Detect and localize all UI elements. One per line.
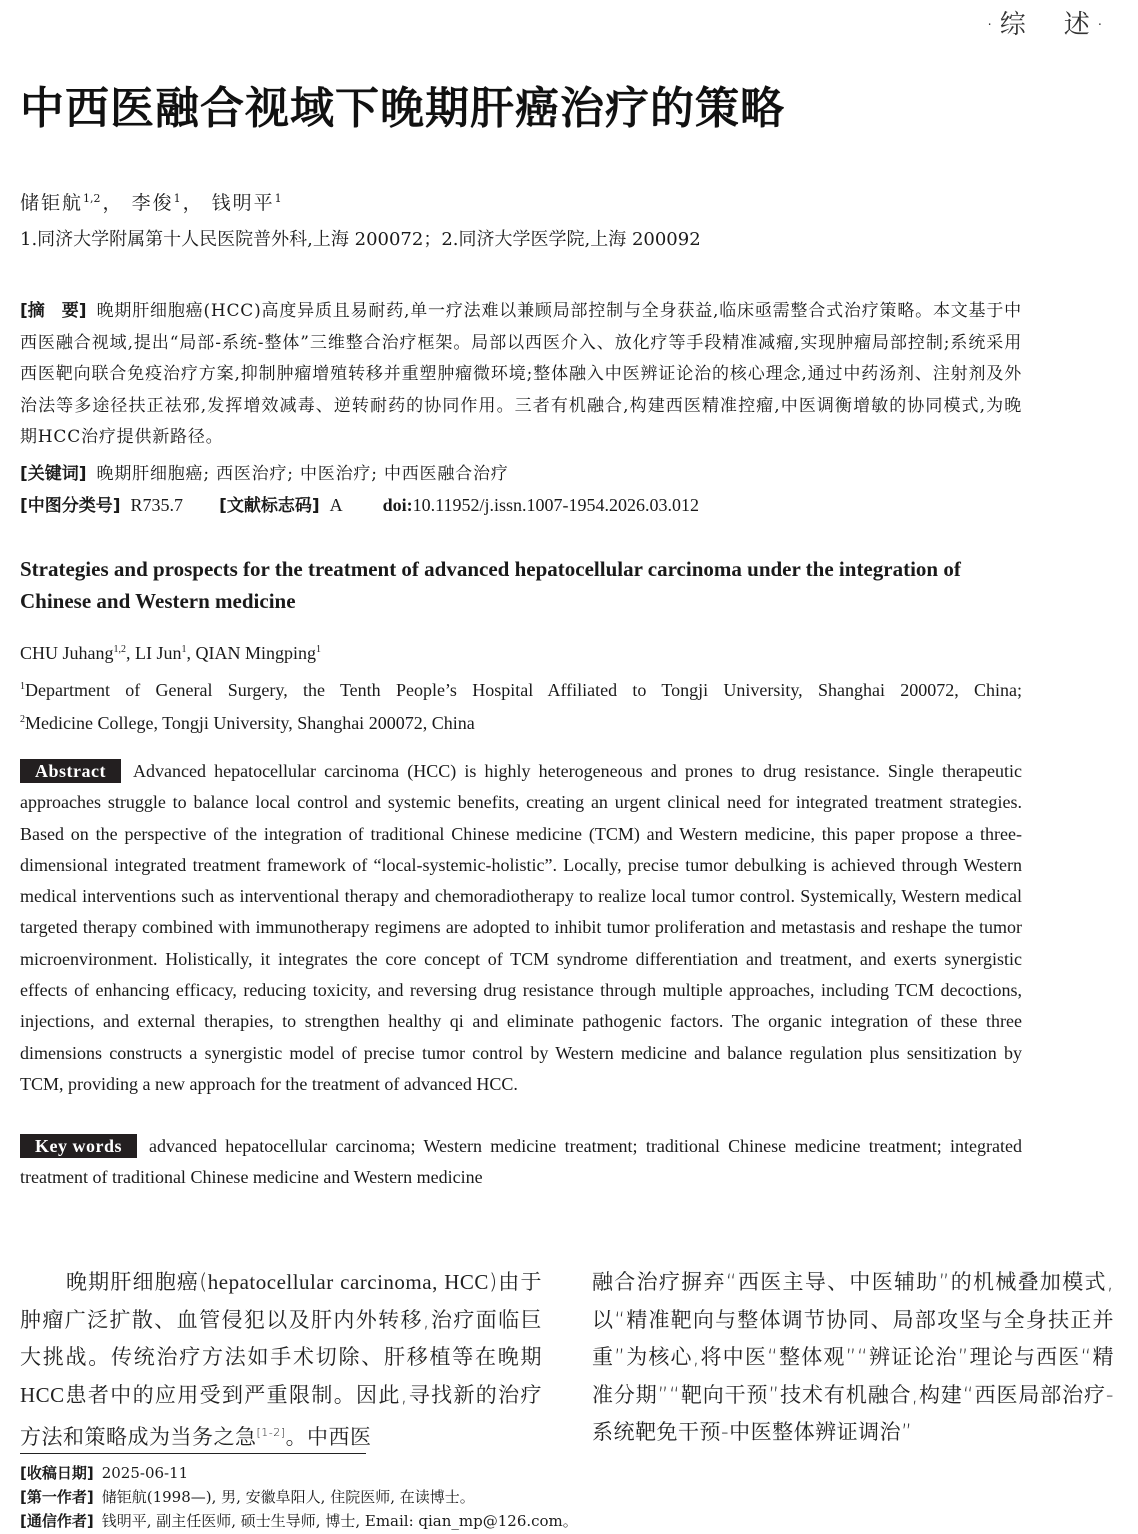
body-text: 。中西医	[285, 1425, 372, 1449]
en-affiliation-1	[20, 672, 1022, 705]
en-author-name: QIAN Mingping	[195, 643, 316, 663]
en-author-sep: ,	[186, 643, 196, 663]
cn-abstract	[20, 296, 1022, 454]
footnote-corresponding-author	[20, 1509, 578, 1533]
footnotes	[20, 1461, 578, 1533]
en-abstract-text: Advanced hepatocellular carcinoma (HCC) is highly heterogeneous and prones to drug resistance. Single therapeutic approaches struggle to balance local control and systemic benefits, creating an urgent clinical need for integrated treatment strategies. Based on the perspective of the integration of traditional Chinese medicine (TCM) and Western medicine, this paper propose a three-dimensional integrated treatment framework of “local-systemic-holistic”. Locally, precise tumor debulking is achieved through Western medical interventions such as interventional therapy and chemoradiotherapy to realize local tumor control. Systemically, Western medical targeted therapy combined with immunotherapy regimens are adopted to inhibit tumor proliferation and metastasis and reshape the tumor microenvironment. Holistically, it integrates the core concept of TCM syndrome differentiation and treatment, and exerts synergistic effects of enhancing efficacy, reducing toxicity, and reversing drug resistance through multiple approaches, including TCM decoctions, injections, and external therapies, to strengthen healthy qi and eliminate pathogenic factors. The organic integration of these three dimensions constructs a synergistic model of precise tumor control by Western medicine and balance regulation plus sensitization by TCM, providing a new approach for the treatment of advanced HCC.	[20, 761, 1022, 1094]
abstract-badge: Abstract	[20, 759, 121, 783]
cn-abstract-label: [摘 要]	[20, 301, 87, 321]
footnote-text: 储钜航(1998—), 男, 安徽阜阳人, 住院医师, 在读博士。	[101, 1488, 475, 1506]
cn-classification	[20, 491, 699, 516]
en-affil-text: Medicine College, Tongji University, Shanghai 200072, China	[25, 713, 475, 733]
en-authors	[20, 643, 321, 664]
footnote-divider	[20, 1453, 366, 1454]
citation-link[interactable]: [1-2]	[256, 1426, 286, 1439]
cn-author-name: 储钜航	[20, 192, 84, 214]
en-abstract	[20, 756, 1022, 1100]
cn-keywords	[20, 459, 509, 484]
body-column-left	[20, 1264, 542, 1457]
class-value: R735.7	[130, 495, 184, 515]
cn-author-sep: ，	[182, 192, 204, 214]
cn-keywords-text: 晚期肝细胞癌; 西医治疗; 中医治疗; 中西医融合治疗	[96, 464, 509, 484]
footnote-first-author	[20, 1485, 578, 1509]
en-author-sup: 1	[181, 644, 187, 655]
cn-author-name: 李俊	[131, 192, 174, 214]
footnote-label: [收稿日期]	[20, 1464, 94, 1482]
en-author-sep: ,	[126, 643, 135, 663]
cn-author-name: 钱明平	[211, 192, 275, 214]
doi-label: doi:	[382, 495, 413, 515]
cn-author-sep: ，	[102, 192, 124, 214]
footnote-label: [通信作者]	[20, 1512, 94, 1530]
en-affil-sup: 1	[20, 681, 25, 692]
en-author-name: CHU Juhang	[20, 643, 114, 663]
en-affiliations	[20, 672, 1022, 738]
body-text-en: hepatocellular carcinoma, HCC	[207, 1270, 489, 1294]
doc-code-value: A	[329, 495, 343, 515]
cn-author-sup: 1,2	[83, 191, 101, 205]
cn-authors	[20, 188, 284, 215]
footnote-label: [第一作者]	[20, 1488, 94, 1506]
en-title: Strategies and prospects for the treatment of advanced hepatocellular carcinoma under the integration of Chinese and Western medicine	[20, 557, 961, 613]
doi-value[interactable]: 10.11952/j.issn.1007-1954.2026.03.012	[412, 495, 699, 515]
en-affiliation-2	[20, 713, 475, 733]
body-text-en: HCC	[20, 1382, 65, 1407]
body-text: 患者中的应用受到严重限制。因此,寻找新的治疗方法和策略成为当务之急	[20, 1382, 542, 1449]
en-author-name: LI Jun	[135, 643, 182, 663]
en-author-sup: 1,2	[113, 644, 126, 655]
en-keywords	[20, 1131, 1022, 1194]
en-author-sup: 1	[316, 644, 321, 655]
doc-code-label: [文献标志码]	[219, 496, 320, 516]
cn-affiliations: 1.同济大学附属第十人民医院普外科,上海 200072；2.同济大学医学院,上海 200092	[20, 229, 701, 250]
en-affil-text: Department of General Surgery, the Tenth People’s Hospital Affiliated to Tongji University, Shanghai 200072, China;	[25, 680, 1022, 700]
en-keywords-text: advanced hepatocellular carcinoma; Western medicine treatment; traditional Chinese medicine treatment; integrated treatment of traditional Chinese medicine and Western medicine	[20, 1136, 1022, 1188]
cn-keywords-label: [关键词]	[20, 464, 87, 484]
body-text: )由于肿瘤广泛扩散、血管侵犯以及肝内外转移,治疗面临巨大挑战。传统治疗方法如手术切除、肝移植等在晚期	[20, 1270, 542, 1369]
class-label: [中图分类号]	[20, 496, 121, 516]
cn-title: 中西医融合视域下晚期肝癌治疗的策略	[20, 83, 785, 134]
footnote-text: 2025-06-11	[101, 1464, 189, 1482]
keywords-badge: Key words	[20, 1134, 137, 1158]
section-tag: ·综 述·	[985, 10, 1110, 40]
body-column-right: 融合治疗摒弃“西医主导、中医辅助”的机械叠加模式,以“精准靶向与整体调节协同、局部攻坚与全身扶正并重”为核心,将中医“整体观”“辨证论治”理论与西医“精准分期”“靶向干预”技术有机融合,构建“西医局部治疗-系统靶免干预-中医整体辨证调治”	[592, 1270, 1114, 1444]
cn-abstract-text: 晚期肝细胞癌(HCC)高度异质且易耐药,单一疗法难以兼顾局部控制与全身获益,临床亟需整合式治疗策略。本文基于中西医融合视域,提出“局部-系统-整体”三维整合治疗框架。局部以西医介入、放化疗等手段精准减瘤,实现肿瘤局部控制;系统采用西医靶向联合免疫治疗方案,抑制肿瘤增殖转移并重塑肿瘤微环境;整体融入中医辨证论治的核心理念,通过中药汤剂、注射剂及外治法等多途径扶正祛邪,发挥增效减毒、逆转耐药的协同作用。三者有机融合,构建西医精准控瘤,中医调衡增敏的协同模式,为晚期HCC治疗提供新路径。	[20, 301, 1022, 447]
footnote-received-date	[20, 1461, 578, 1485]
body-text: 晚期肝细胞癌(	[66, 1270, 208, 1294]
footnote-text: 钱明平, 副主任医师, 硕士生导师, 博士, Email: qian_mp@126.com。	[101, 1512, 578, 1530]
en-affil-sup: 2	[20, 714, 25, 725]
cn-author-sup: 1	[274, 191, 282, 205]
cn-author-sup: 1	[173, 191, 181, 205]
